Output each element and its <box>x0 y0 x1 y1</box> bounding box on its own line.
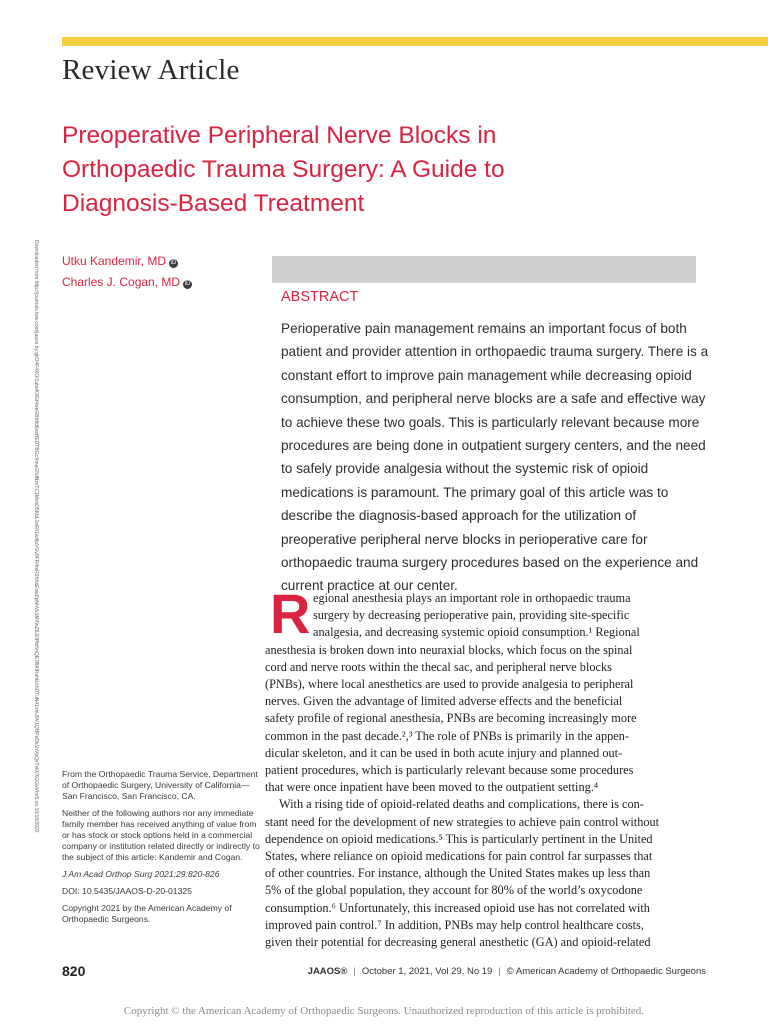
doi-link[interactable]: DOI: 10.5435/JAAOS-D-20-01325 <box>62 886 192 896</box>
body-line: egional anesthesia plays an important role in orthopaedic trauma <box>313 591 631 605</box>
body-line: stant need for the development of new strategies to achieve pain control without <box>265 814 660 829</box>
body-line: safety profile of regional anesthesia, PNBs are becoming increasingly more <box>265 711 637 726</box>
abstract-line: preoperative peripheral nerve blocks in perioperative care for <box>281 531 648 547</box>
author-entry <box>62 251 192 272</box>
page-footer <box>62 963 706 983</box>
citation-note: J Am Acad Orthop Surg 2021;29:820-826 <box>62 869 220 879</box>
orcid-icon[interactable]: iD <box>170 260 177 266</box>
header-accent-bar <box>62 37 768 46</box>
title-line: Orthopaedic Trauma Surgery: A Guide to <box>62 156 505 183</box>
drop-cap: R <box>270 582 311 645</box>
body-line: (PNBs), where local anesthetics are used to provide analgesia to peripheral <box>265 677 634 692</box>
title-line: Diagnosis-Based Treatment <box>62 190 365 217</box>
abstract-line: medications is paramount. The primary goal of this article was to <box>281 484 669 500</box>
footer-separator: | <box>353 966 356 977</box>
body-line: dicular skeleton, and it can be used in both acute injury and planned out- <box>265 745 623 760</box>
body-line: 5% of the global population, they account for 80% of the world’s oxycodone <box>265 883 643 898</box>
body-line: With a rising tide of opioid-related deaths and complications, there is con- <box>279 797 644 812</box>
journal-name: JAAOS® <box>307 966 348 977</box>
abstract-line: describe the diagnosis-based approach for the utilization of <box>281 508 637 524</box>
abstract-text <box>281 317 711 598</box>
abstract-line: procedures are being done in outpatient surgery centers, and the need <box>281 438 706 454</box>
publisher-info: © American Academy of Orthopaedic Surgeons <box>506 966 706 977</box>
body-line: cord and nerve roots within the thecal sac, and peripheral nerve blocks <box>265 659 612 674</box>
body-line: States, where reliance on opioid medications for pain control far surpasses that <box>265 849 653 864</box>
abstract-line: constant effort to improve pain management while decreasing opioid <box>281 367 692 383</box>
copyright-note: Copyright 2021 by the American Academy of Orthopaedic Surgeons. <box>62 903 232 924</box>
disclosure-note: Neither of the following authors nor any immediate family member has received anything of value from or has stock or stock options held in a commercial company or institution related directly or indirectly to the subject of this article: Kandemir and Cogan. <box>62 808 260 862</box>
body-line: common in the past decade.²,³ The role of PNBs is primarily in the appen- <box>265 728 630 743</box>
abstract-line: orthopaedic trauma surgery procedures based on the experience and <box>281 555 699 571</box>
body-line: consumption.⁶ Unfortunately, this increased opioid use has not correlated with <box>265 900 650 915</box>
abstract-line: current practice at our center. <box>281 578 458 594</box>
author-entry <box>62 272 192 293</box>
footer-info <box>308 966 706 977</box>
orcid-icon[interactable]: iD <box>184 281 191 287</box>
footer-separator: | <box>498 966 501 977</box>
body-line: surgery by decreasing perioperative pain, providing site-specific <box>313 608 630 623</box>
abstract-header-bar <box>272 256 696 283</box>
body-line: given their potential for decreasing general anesthetic (GA) and opioid-related <box>265 935 651 950</box>
copyright-notice: Copyright © the American Academy of Orthopaedic Surgeons. Unauthorized reproduction of this article is prohibited. <box>123 1005 645 1017</box>
author-list <box>62 251 192 293</box>
download-note-text: Downloaded from http://journals.lww.com/jaaos by gkO4F4XO/1ubeK9Gt4weGBh8d6vsHEDTBGcXmaG5dNzvTC1MxnD5KbL1elRi1w9lpVGv0FR4mR2XhxEvwZpNnVk1M/hnZ6J2iPtb5nQEJl5KlRahtLkhDTuN41vhU9V1QHPeDk1hVpQvTvkVXGGvVhn5 on 10/18/2022 <box>33 240 39 833</box>
footnotes <box>62 769 262 931</box>
body-line: dependence on opioid medications.⁵ This is particularly pertinent in the United <box>265 831 653 846</box>
page-number: 820 <box>62 963 86 979</box>
issue-info: October 1, 2021, Vol 29, No 19 <box>361 966 493 977</box>
abstract-heading: ABSTRACT <box>281 289 359 305</box>
abstract-line: patient and provider attention in orthopaedic trauma surgery. There is a <box>281 344 709 360</box>
section-label: Review Article <box>62 54 240 86</box>
article-title <box>62 119 622 221</box>
affiliation-note: From the Orthopaedic Trauma Service, Department of Orthopaedic Surgery, University of California—San Francisco, San Francisco, CA. <box>62 769 258 801</box>
author-name: Charles J. Cogan, MD <box>62 275 181 289</box>
download-note <box>30 240 40 860</box>
body-line: patient procedures, which is particularly relevant because some procedures <box>265 763 634 778</box>
body-line: anesthesia is broken down into neuraxial blocks, which focus on the spinal <box>265 642 633 657</box>
abstract-line: to safely provide analgesia without the systemic risk of opioid <box>281 461 649 477</box>
title-line: Preoperative Peripheral Nerve Blocks in <box>62 122 497 149</box>
abstract-line: consumption, and peripheral nerve blocks are a safe and effective way <box>281 391 706 407</box>
abstract-line: Perioperative pain management remains an important focus of both <box>281 321 687 336</box>
body-line: analgesia, and decreasing systemic opioid consumption.¹ Regional <box>313 625 640 640</box>
body-line: that were once inpatient have been moved to the outpatient setting.⁴ <box>265 780 599 795</box>
body-text <box>265 590 697 951</box>
body-line: of other countries. For instance, although the United States makes up less than <box>265 866 651 881</box>
body-line: nerves. Given the advantage of limited adverse effects and the beneficial <box>265 694 623 709</box>
author-name: Utku Kandemir, MD <box>62 254 167 268</box>
abstract-line: to achieve these two goals. This is particularly relevant because more <box>281 414 700 430</box>
body-line: improved pain control.⁷ In addition, PNBs may help control healthcare costs, <box>265 917 644 932</box>
